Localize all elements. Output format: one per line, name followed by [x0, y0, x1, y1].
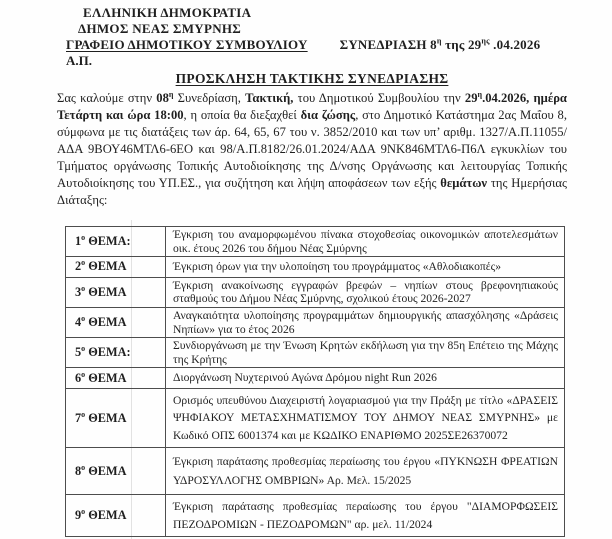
agenda-row-topic: Συνδιοργάνωση με την Ένωση Κρητών εκδήλωση για την 85η Επέτειο της Μάχης της Κρήτης	[166, 338, 565, 368]
agenda-row-6	[66, 368, 565, 389]
agenda-row-4	[66, 307, 565, 337]
agenda-row-topic: Έγκριση όρων για την υλοποίηση του προγράμματος «Αθλοδιακοπές»	[166, 257, 565, 278]
letterhead-country: ΕΛΛΗΝΙΚΗ ΔΗΜΟΚΡΑΤΙΑ	[83, 5, 252, 20]
agenda-row-label: $6^o$ ΘΕΜΑ	[66, 368, 166, 389]
agenda-row-label: $8^o$ ΘΕΜΑ	[66, 448, 166, 495]
agenda-row-label: $9^o$ ΘΕΜΑ	[66, 495, 166, 537]
letterhead	[57, 5, 567, 69]
agenda-row-3	[66, 277, 565, 307]
agenda-row-label: $1^o$ ΘΕΜΑ:	[66, 227, 166, 257]
agenda-row-label: $5^o$ ΘΕΜΑ:	[66, 338, 166, 368]
agenda-row-topic: Έγκριση ανακοίνωσης εγγραφών βρεφών – νηπίων στους βρεφονηπιακούς σταθμούς του Δήμου Νέας Σμύρνης, σχολικού έτους 2026-2027	[166, 277, 565, 307]
agenda-row-topic: Αναγκαιότητα υλοποίησης προγραμμάτων δημιουργικής απασχόλησης «Δράσεις Νηπίων» για το έτος 2026	[166, 307, 565, 337]
agenda-row-1	[66, 227, 565, 257]
agenda-row-topic: Έγκριση του αναμορφωμένου πίνακα στοχοθεσίας οικονομικών αποτελεσμάτων οικ. έτους 2026 του δήμου Νέας Σμύρνης	[166, 227, 565, 257]
agenda-row-8	[66, 448, 565, 495]
intro-paragraph: Σας καλούμε στην $08^\eta$ Συνεδρίαση, Τακτική, του Δημοτικού Συμβουλίου την $29^\eta.04.2026$, ημέρα Τετάρτη και ώρα 18:00, η οποία θα διεξαχθεί δια ζώσης, στο Δημοτικό Κατάστημα 2ας Μαΐου 8, σύμφωνα με τις διατάξεις των άρ. 64, 65, 67 του ν. 3852/2010 και των υπ’ αριθμ. 1327/Α.Π.11055/ΑΔΑ 9ΒΟΥ46ΜΤΛ6-6ΕΟ και 98/Α.Π.8182/26.01.2024/ΑΔΑ 9ΝΚ846ΜΤΛ6-Π6Λ εγκυκλίων του Τμήματος οργάνωσης Τοπικής Αυτοδιοίκησης της Δ/νσης Οργάνωσης και λειτουργίας Τοπικής Αυτοδιοίκησης του ΥΠ.ΕΣ., για συζήτηση και λήψη αποφάσεων των εξής θεμάτων της Ημερήσιας Διάταξης:	[57, 89, 567, 207]
session-number-date: ΣΥΝΕΔΡΙΑΣΗ $8^\eta$ της $29^{\eta\varsigma}$ .04.2026	[339, 36, 541, 52]
agenda-row-label: $7^o$ ΘΕΜΑ	[66, 388, 166, 448]
agenda-row-label: $3^o$ ΘΕΜΑ	[66, 277, 166, 307]
agenda-row-topic: Έγκριση παράτασης προθεσμίας περαίωσης του έργου «ΠΥΚΝΩΣΗ ΦΡΕΑΤΙΩΝ ΥΔΡΟΣΥΛΛΟΓΗΣ ΟΜΒΡΙΩΝ» Αρ. Μελ. 15/2025	[166, 448, 565, 495]
letterhead-office-session-line	[66, 37, 567, 53]
letterhead-municipality: ΔΗΜΟΣ ΝΕΑΣ ΣΜΥΡΝΗΣ	[78, 21, 242, 36]
agenda-row-2	[66, 257, 565, 278]
agenda-row-topic: Ορισμός υπευθύνου Διαχειριστή λογαριασμού για την Πράξη με τίτλο «ΔΡΑΣΕΙΣ ΨΗΦΙΑΚΟΥ ΜΕΤΑΣΧΗΜΑΤΙΣΜΟΥ ΤΟΥ ΔΗΜΟΥ ΝΕΑΣ ΣΜΥΡΝΗΣ» με Κωδικό ΟΠΣ 6001374 και με ΚΩΔΙΚΟ ΕΝΑΡΙΘΜΟ 2025ΣΕ26370072	[166, 388, 565, 448]
agenda-row-7	[66, 388, 565, 448]
agenda-table	[65, 226, 565, 537]
agenda-row-topic: Έγκριση παράτασης προθεσμίας περαίωσης του έργου "ΔΙΑΜΟΡΦΩΣΕΙΣ ΠΕΖΟΔΡΟΜΙΩΝ - ΠΕΖΟΔΡΟΜΩΝ" αρ. μελ. 11/2024	[166, 495, 565, 537]
agenda-row-label: $4^o$ ΘΕΜΑ	[66, 307, 166, 337]
agenda-row-5	[66, 338, 565, 368]
agenda-row-9	[66, 495, 565, 537]
office-name: ΓΡΑΦΕΙΟ ΔΗΜΟΤΙΚΟΥ ΣΥΜΒΟΥΛΙΟΥ	[66, 37, 308, 52]
agenda-row-topic: Διοργάνωση Νυχτερινού Αγώνα Δρόμου night Run 2026	[166, 368, 565, 389]
agenda-row-label: $2^o$ ΘΕΜΑ	[66, 257, 166, 278]
protocol-number-label: Α.Π.	[66, 53, 92, 68]
document-title: ΠΡΟΣΚΛΗΣΗ ΤΑΚΤΙΚΗΣ ΣΥΝΕΔΡΙΑΣΗΣ	[175, 71, 449, 86]
